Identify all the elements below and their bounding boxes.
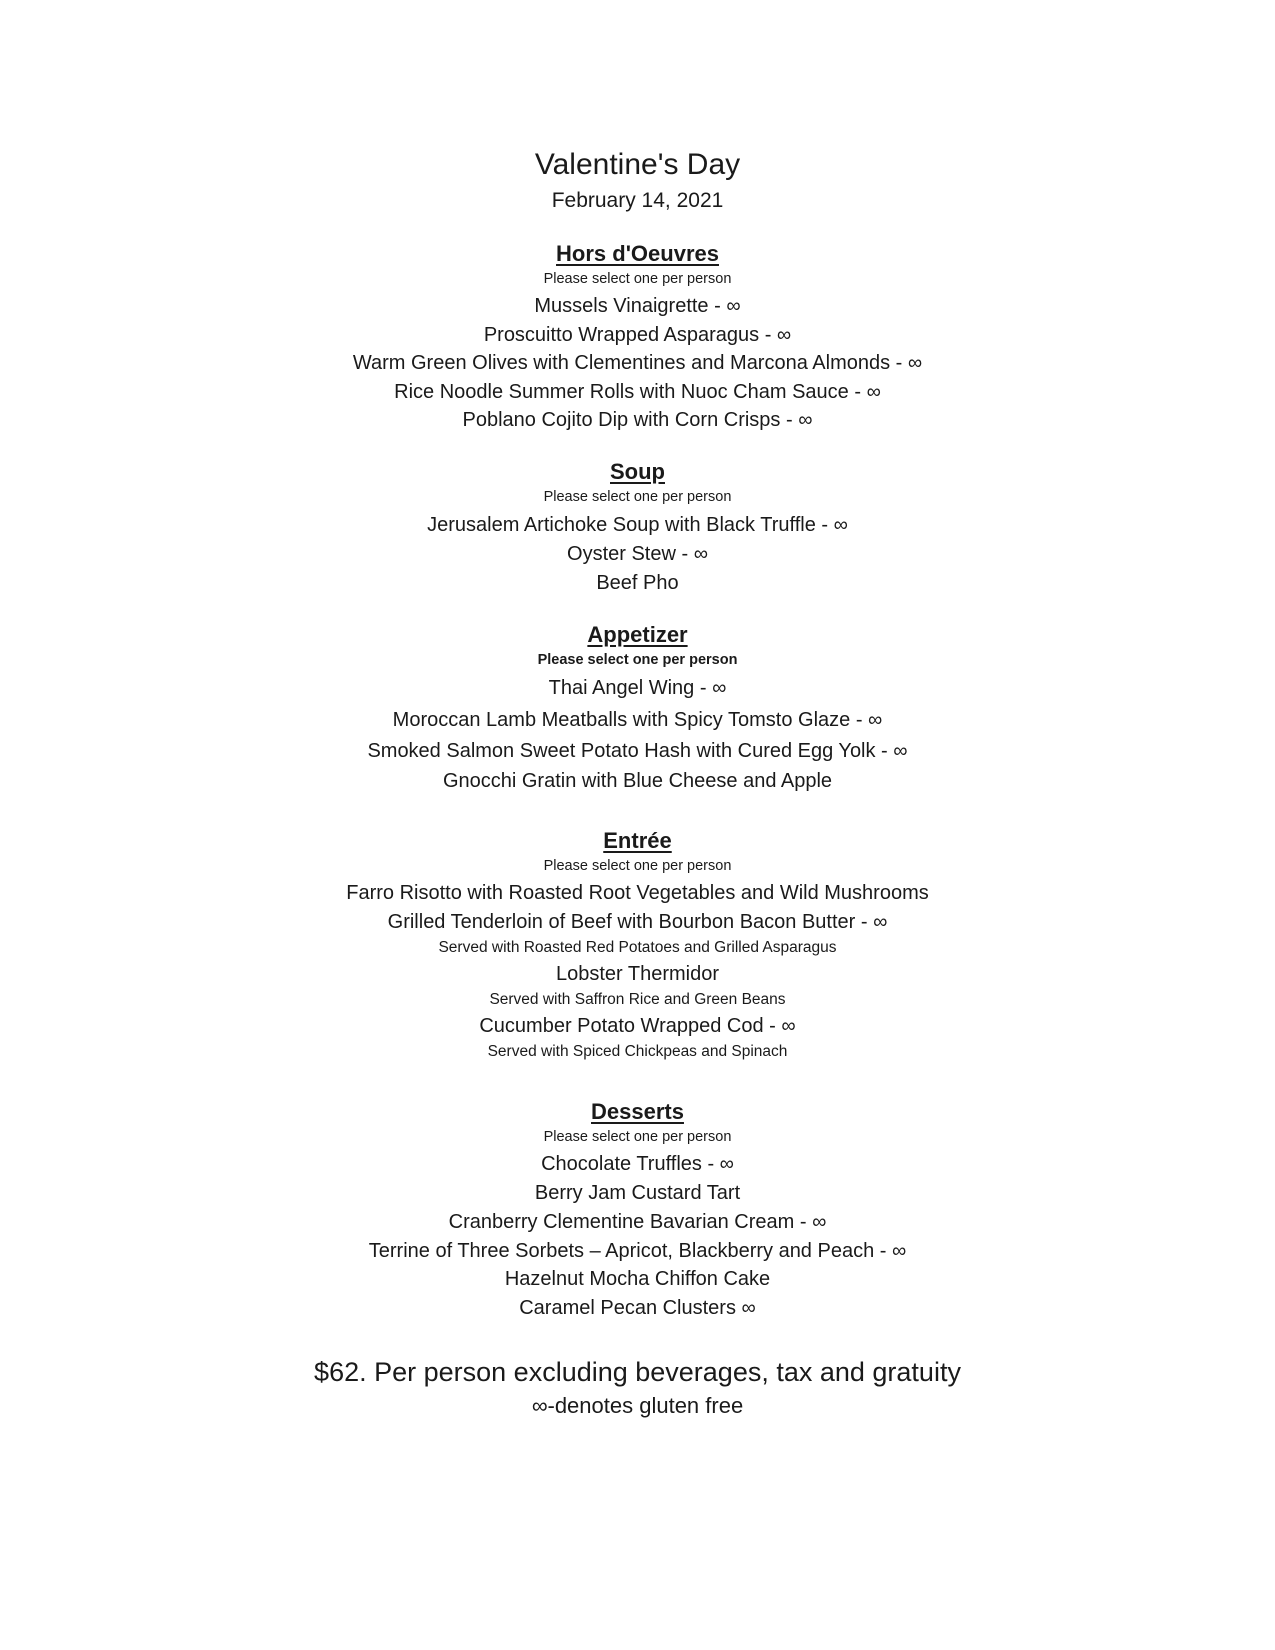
section-heading-entree: Entrée [603, 828, 672, 853]
section-note: Please select one per person [543, 858, 732, 874]
menu-item: Farro Risotto with Roasted Root Vegetables and Wild Mushrooms [346, 882, 929, 904]
menu-item: Warm Green Olives with Clementines and Marcona Almonds - ∞ [352, 352, 923, 374]
section-note: Please select one per person [543, 1129, 732, 1145]
menu-item: Thai Angel Wing - ∞ [548, 677, 727, 699]
section-heading-appetizer: Appetizer [587, 622, 688, 647]
menu-item: Cranberry Clementine Bavarian Cream - ∞ [448, 1211, 827, 1233]
menu-item: Proscuitto Wrapped Asparagus - ∞ [483, 324, 792, 346]
section-heading-desserts: Desserts [591, 1099, 684, 1124]
menu-date: February 14, 2021 [551, 189, 724, 212]
menu-item: Jerusalem Artichoke Soup with Black Truffle - ∞ [427, 514, 848, 536]
menu-item: Chocolate Truffles - ∞ [541, 1153, 734, 1175]
menu-item: Hazelnut Mocha Chiffon Cake [504, 1268, 771, 1290]
menu-item: Cucumber Potato Wrapped Cod - ∞ [479, 1015, 796, 1037]
menu-item: Terrine of Three Sorbets – Apricot, Blackberry and Peach - ∞ [368, 1240, 907, 1262]
section-note: Please select one per person [543, 271, 732, 287]
menu-item: Smoked Salmon Sweet Potato Hash with Cured Egg Yolk - ∞ [367, 740, 908, 762]
menu-item: Oyster Stew - ∞ [567, 543, 708, 565]
menu-item: Berry Jam Custard Tart [534, 1182, 741, 1204]
menu-item: Gnocchi Gratin with Blue Cheese and Apple [442, 770, 833, 792]
menu-item: Poblano Cojito Dip with Corn Crisps - ∞ [462, 409, 813, 431]
menu-item: Mussels Vinaigrette - ∞ [534, 295, 741, 317]
menu-item-accompaniment: Served with Roasted Red Potatoes and Grilled Asparagus [438, 939, 837, 956]
menu-title: Valentine's Day [534, 148, 741, 181]
menu-item: Lobster Thermidor [555, 963, 720, 985]
menu-item-accompaniment: Served with Saffron Rice and Green Beans [489, 991, 786, 1008]
menu-item-accompaniment: Served with Spiced Chickpeas and Spinach [487, 1043, 788, 1060]
section-heading-soup: Soup [610, 459, 665, 484]
menu-item: Rice Noodle Summer Rolls with Nuoc Cham Sauce - ∞ [394, 381, 881, 403]
section-note: Please select one per person [537, 652, 738, 668]
menu-item: Grilled Tenderloin of Beef with Bourbon Bacon Butter - ∞ [387, 911, 888, 933]
section-note: Please select one per person [543, 489, 732, 505]
price-statement: $62. Per person excluding beverages, tax and gratuity [314, 1357, 961, 1387]
gluten-free-legend: ∞-denotes gluten free [531, 1393, 744, 1418]
menu-item: Beef Pho [596, 572, 679, 594]
menu-item: Caramel Pecan Clusters ∞ [519, 1297, 756, 1319]
menu-item: Moroccan Lamb Meatballs with Spicy Tomsto Glaze - ∞ [392, 709, 883, 731]
section-heading-hors-doeuvres: Hors d'Oeuvres [556, 241, 719, 266]
